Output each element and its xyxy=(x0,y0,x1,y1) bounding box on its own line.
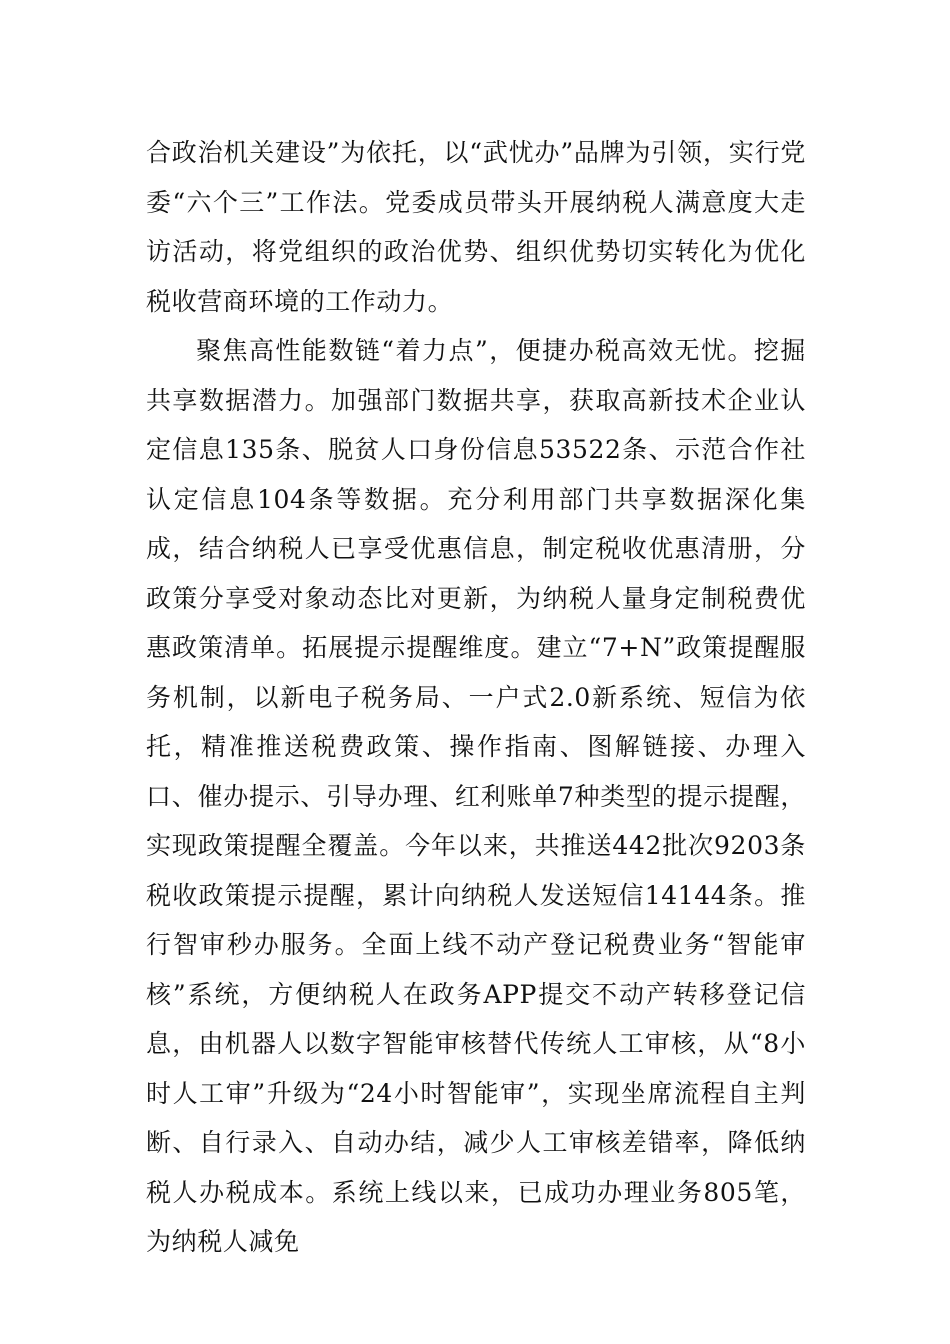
paragraph-data-chain: 聚焦高性能数链“着力点”，便捷办税高效无忧。挖掘共享数据潜力。加强部门数据共享，获取高新技术企业认定信息135条、脱贫人口身份信息53522条、示范合作社认定信息104条等数据。充分利用部门共享数据深化集成，结合纳税人已享受优惠信息，制定税收优惠清册，分政策分享受对象动态比对更新，为纳税人量身定制税费优惠政策清单。拓展提示提醒维度。建立“7+N”政策提醒服务机制，以新电子税务局、一户式2.0新系统、短信为依托，精准推送税费政策、操作指南、图解链接、办理入口、催办提示、引导办理、红利账单7种类型的提示提醒，实现政策提醒全覆盖。今年以来，共推送442批次9203条税收政策提示提醒，累计向纳税人发送短信14144条。推行智审秒办服务。全面上线不动产登记税费业务“智能审核”系统，方便纳税人在政务APP提交不动产转移登记信息，由机器人以数字智能审核替代传统人工审核，从“8小时人工审”升级为“24小时智能审”，实现坐席流程自主判断、自行录入、自动办结，减少人工审核差错率，降低纳税人办税成本。系统上线以来，已成功办理业务805笔，为纳税人减免 xyxy=(146,336,806,1256)
paragraph-continuation: 合政治机关建设”为依托，以“武忧办”品牌为引领，实行党委“六个三”工作法。党委成员带头开展纳税人满意度大走访活动，将党组织的政治优势、组织优势切实转化为优化税收营商环境的工作动力。 xyxy=(146,138,806,316)
document-body xyxy=(146,128,806,1267)
